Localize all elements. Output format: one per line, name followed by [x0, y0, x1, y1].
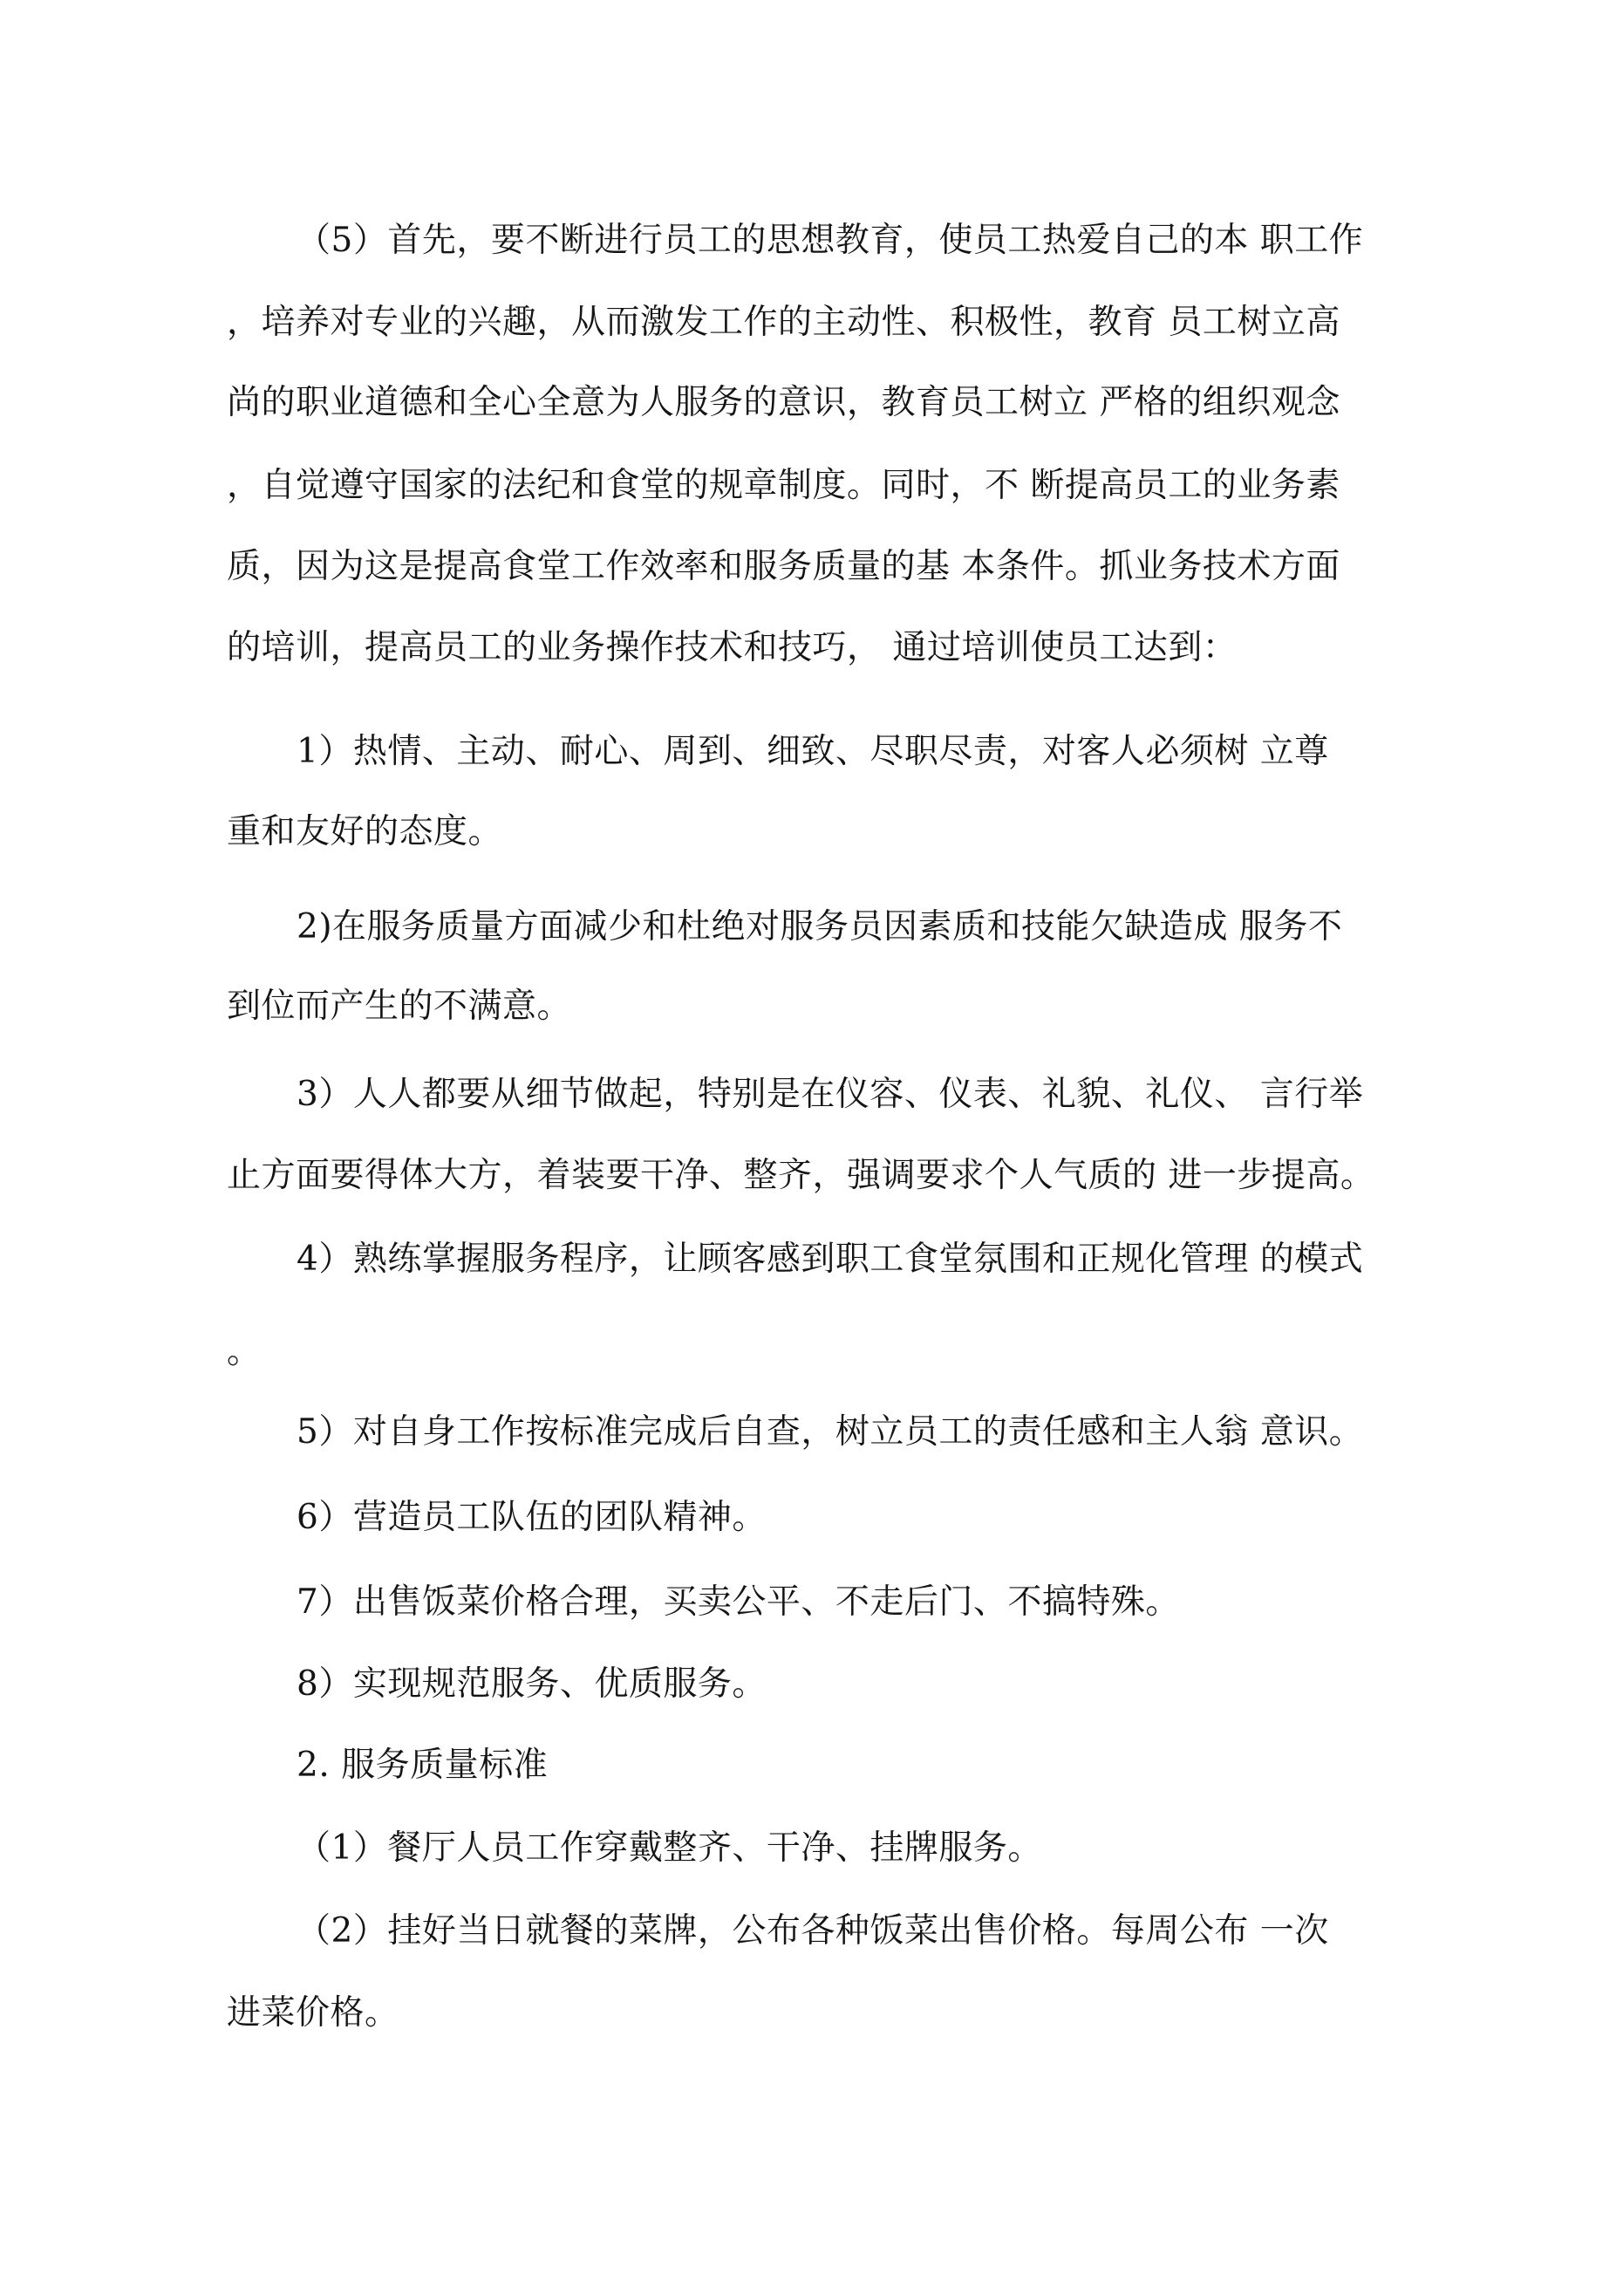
paragraph-line: ，培养对专业的兴趣，从而激发工作的主动性、积极性，教育 员工树立高 [227, 303, 1340, 342]
paragraph-line: 到位而产生的不满意。 [227, 987, 572, 1026]
paragraph-line: 7）出售饭菜价格合理，买卖公平、不走后门、不搞特殊。 [297, 1582, 1180, 1622]
paragraph-line: （5）首先，要不断进行员工的思想教育，使员工热爱自己的本 职工作 [297, 221, 1364, 260]
paragraph-line: 3）人人都要从细节做起，特别是在仪容、仪表、礼貌、礼仪、 言行举 [297, 1075, 1364, 1114]
paragraph-line: 止方面要得体大方，着装要干净、整齐，强调要求个人气质的 进一步提高。 [227, 1156, 1375, 1195]
paragraph-line: （1）餐厅人员工作穿戴整齐、干净、挂牌服务。 [297, 1828, 1042, 1868]
paragraph-line: 8）实现规范服务、优质服务。 [297, 1664, 767, 1704]
paragraph-line: 1）热情、主动、耐心、周到、细致、尽职尽责，对客人必须树 立尊 [297, 732, 1329, 771]
paragraph-line: （2）挂好当日就餐的菜牌，公布各种饭菜出售价格。每周公布 一次 [297, 1911, 1329, 1951]
section-heading: 2. 服务质量标准 [297, 1746, 549, 1785]
paragraph-line: 重和友好的态度。 [227, 812, 503, 851]
paragraph-line: 的培训，提高员工的业务操作技术和技巧， 通过培训使员工达到： [227, 628, 1238, 667]
paragraph-line: 2)在服务质量方面减少和杜绝对服务员因素质和技能欠缺造成 服务不 [297, 907, 1343, 946]
paragraph-line: 质，因为这是提高食堂工作效率和服务质量的基 本条件。抓业务技术方面 [227, 547, 1340, 586]
paragraph-line: 。 [227, 1332, 262, 1371]
paragraph-line: 4）熟练掌握服务程序，让顾客感到职工食堂氛围和正规化管理 的模式 [297, 1240, 1364, 1279]
paragraph-line: 5）对自身工作按标准完成后自查，树立员工的责任感和主人翁 意识。 [297, 1412, 1364, 1452]
paragraph-line: ，自觉遵守国家的法纪和食堂的规章制度。同时，不 断提高员工的业务素 [227, 466, 1340, 505]
paragraph-line: 6）营造员工队伍的团队精神。 [297, 1498, 767, 1537]
paragraph-line: 尚的职业道德和全心全意为人服务的意识，教育员工树立 严格的组织观念 [227, 383, 1340, 422]
paragraph-line: 进菜价格。 [227, 1993, 399, 2033]
